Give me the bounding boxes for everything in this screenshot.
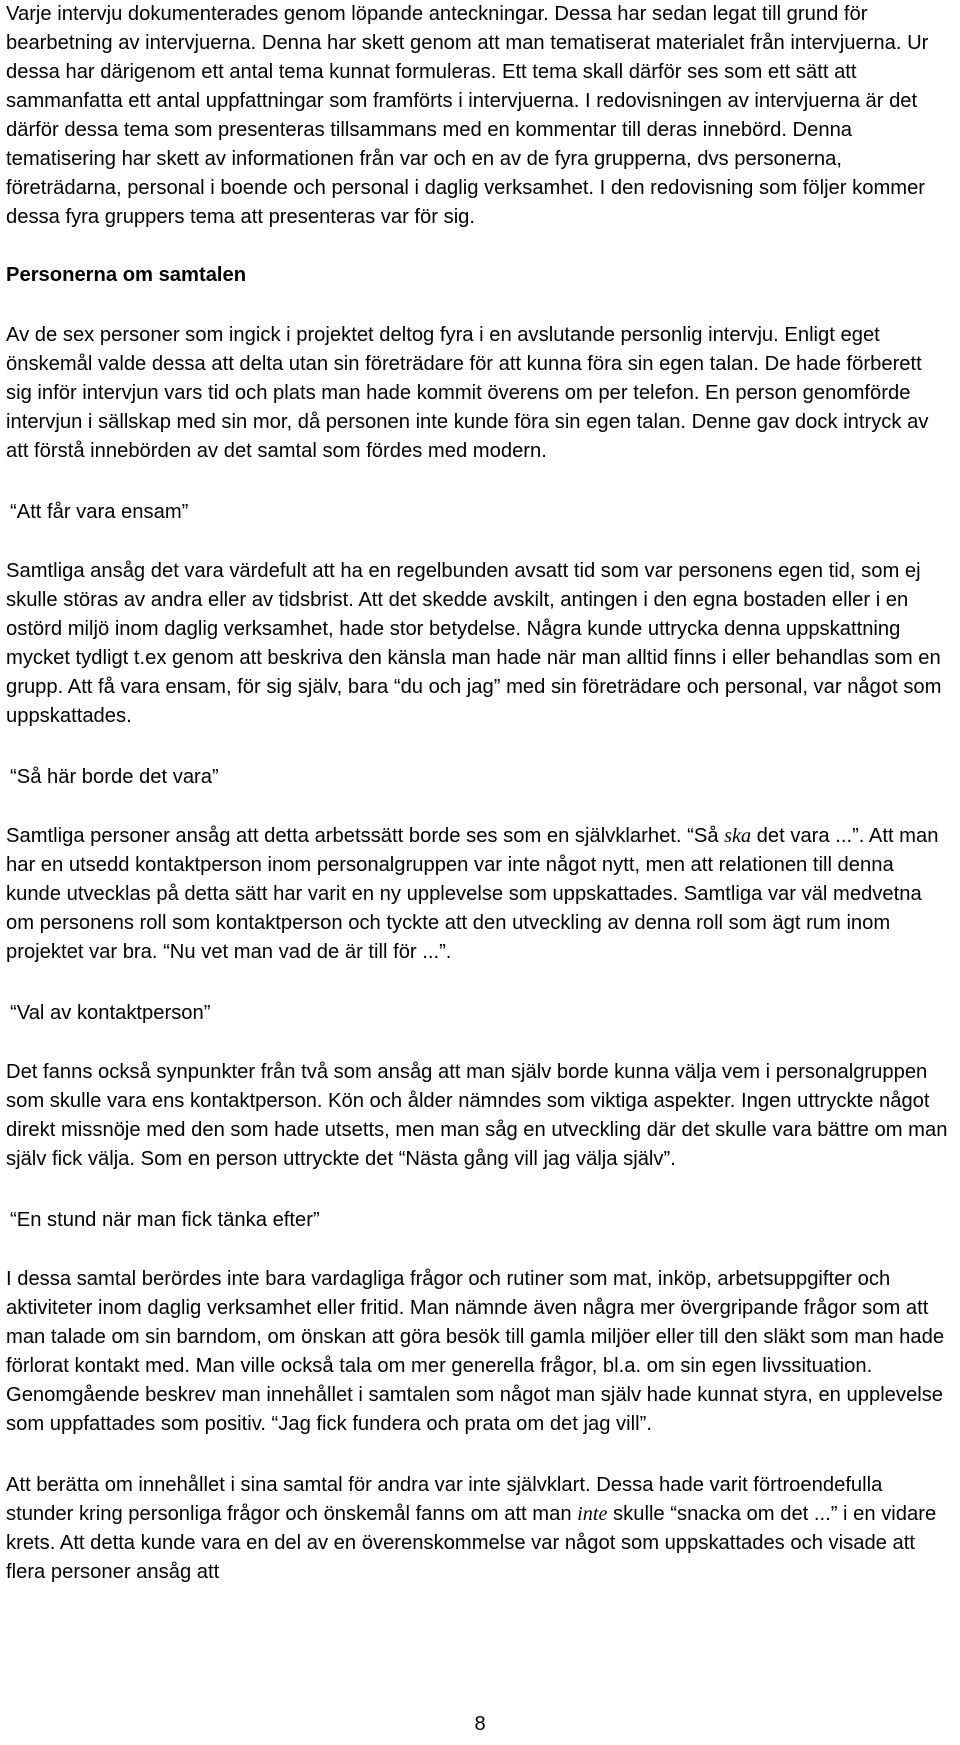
- theme-body-borde-b: det vara ...”. Att man har en utsedd kontaktperson inom personalgruppen var inte något nytt, men att relationen till denna kunde utvecklas på detta sätt har varit en ny upplevelse som uppskattades. Samtliga var väl medvetna om personens roll som kontaktperson och tyckte att den utveckling av denna roll som ägt rum inom projektet var bra. “Nu vet man vad de är till för ...”.: [6, 825, 939, 963]
- page-number: 8: [474, 1713, 486, 1735]
- theme-heading-tanka: “En stund när man fick tänka efter”: [10, 1209, 320, 1231]
- theme-heading-borde: “Så här borde det vara”: [10, 766, 219, 788]
- intro-paragraph: Varje intervju dokumenterades genom löpande anteckningar. Dessa har sedan legat till grund för bearbetning av intervjuerna. Denna har skett genom att man tematiserat materialet från intervjuerna. Ur dessa har därigenom ett antal tema kunnat formuleras. Ett tema skall därför ses som ett sätt att sammanfatta ett antal uppfattningar som framförts i intervjuerna. I redovisningen av intervjuerna är det därför dessa tema som presenteras tillsammans med en kommentar till deras innebörd. Denna tematisering har skett av informationen från var och en av de fyra grupperna, dvs personerna, företrädarna, personal i boende och personal i daglig verksamhet. I den redovisning som följer kommer dessa fyra gruppers tema att presenteras var för sig.: [6, 3, 929, 228]
- theme-body-tanka-continued-a: Att berätta om innehållet i sina samtal för andra var inte självklart. Dessa hade varit förtroendefulla stunder kring personliga frågor och önskemål fanns om att man: [6, 1474, 883, 1525]
- theme-body-borde: [6, 822, 952, 967]
- section-intro-paragraph: Av de sex personer som ingick i projektet deltog fyra i en avslutande personlig intervju. Enligt eget önskemål valde dessa att delta utan sin företrädare för att kunna föra sin egen talan. De hade förberett sig inför intervjun vars tid och plats man hade kommit överens om per telefon. En person genomförde intervjun i sällskap med sin mor, då personen inte kunde föra sin egen talan. Denne gav dock intryck av att förstå innebörden av det samtal som fördes med modern.: [6, 324, 929, 462]
- theme-body-ensam: Samtliga ansåg det vara värdefult att ha en regelbunden avsatt tid som var personens egen tid, som ej skulle störas av andra eller av tidsbrist. Att det skedde avskilt, antingen i den egna bostaden eller i en ostörd miljö inom daglig verksamhet, hade stor betydelse. Några kunde uttrycka denna uppskattning mycket tydligt t.ex genom att beskriva den känsla man hade när man alltid finns i eller behandlas som en grupp. Att få vara ensam, för sig själv, bara “du och jag” med sin företrädare och personal, var något som uppskattades.: [6, 560, 942, 727]
- section-heading: Personerna om samtalen: [6, 264, 247, 286]
- theme-body-kontaktperson: Det fanns också synpunkter från två som ansåg att man själv borde kunna välja vem i personalgruppen som skulle vara ens kontaktperson. Kön och ålder nämndes som viktiga aspekter. Ingen uttryckte något direkt missnöje med den som hade utsetts, men man såg en utveckling där det skulle vara bättre om man själv fick välja. Som en person uttryckte det “Nästa gång vill jag välja själv”.: [6, 1061, 948, 1170]
- theme-body-borde-a: Samtliga personer ansåg att detta arbetssätt borde ses som en självklarhet. “Så: [6, 825, 725, 847]
- theme-heading-kontaktperson: “Val av kontaktperson”: [10, 1002, 211, 1024]
- theme-body-tanka: I dessa samtal berördes inte bara vardagliga frågor och rutiner som mat, inköp, arbetsuppgifter och aktiviteter inom daglig verksamhet eller fritid. Man nämnde även några mer övergripande frågor som att man talade om sin barndom, om önskan att göra besök till gamla miljöer eller till den släkt som man hade förlorat kontakt med. Man ville också tala om mer generella frågor, bl.a. om sin egen livssituation. Genomgående beskrev man innehållet i samtalen som något man själv hade kunnat styra, en upplevelse som uppfattades som positiv. “Jag fick fundera och prata om det jag vill”.: [6, 1268, 945, 1435]
- theme-heading-ensam: “Att får vara ensam”: [10, 501, 189, 523]
- theme-body-tanka-continued: [6, 1471, 952, 1587]
- theme-body-tanka-continued-b: skulle “snacka om det ...” i en vidare krets. Att detta kunde vara en del av en överenskommelse var något som uppskattades och visade att flera personer ansåg att: [6, 1503, 937, 1583]
- theme-body-tanka-emphasis: inte: [577, 1503, 608, 1525]
- theme-body-borde-emphasis: ska: [724, 825, 752, 847]
